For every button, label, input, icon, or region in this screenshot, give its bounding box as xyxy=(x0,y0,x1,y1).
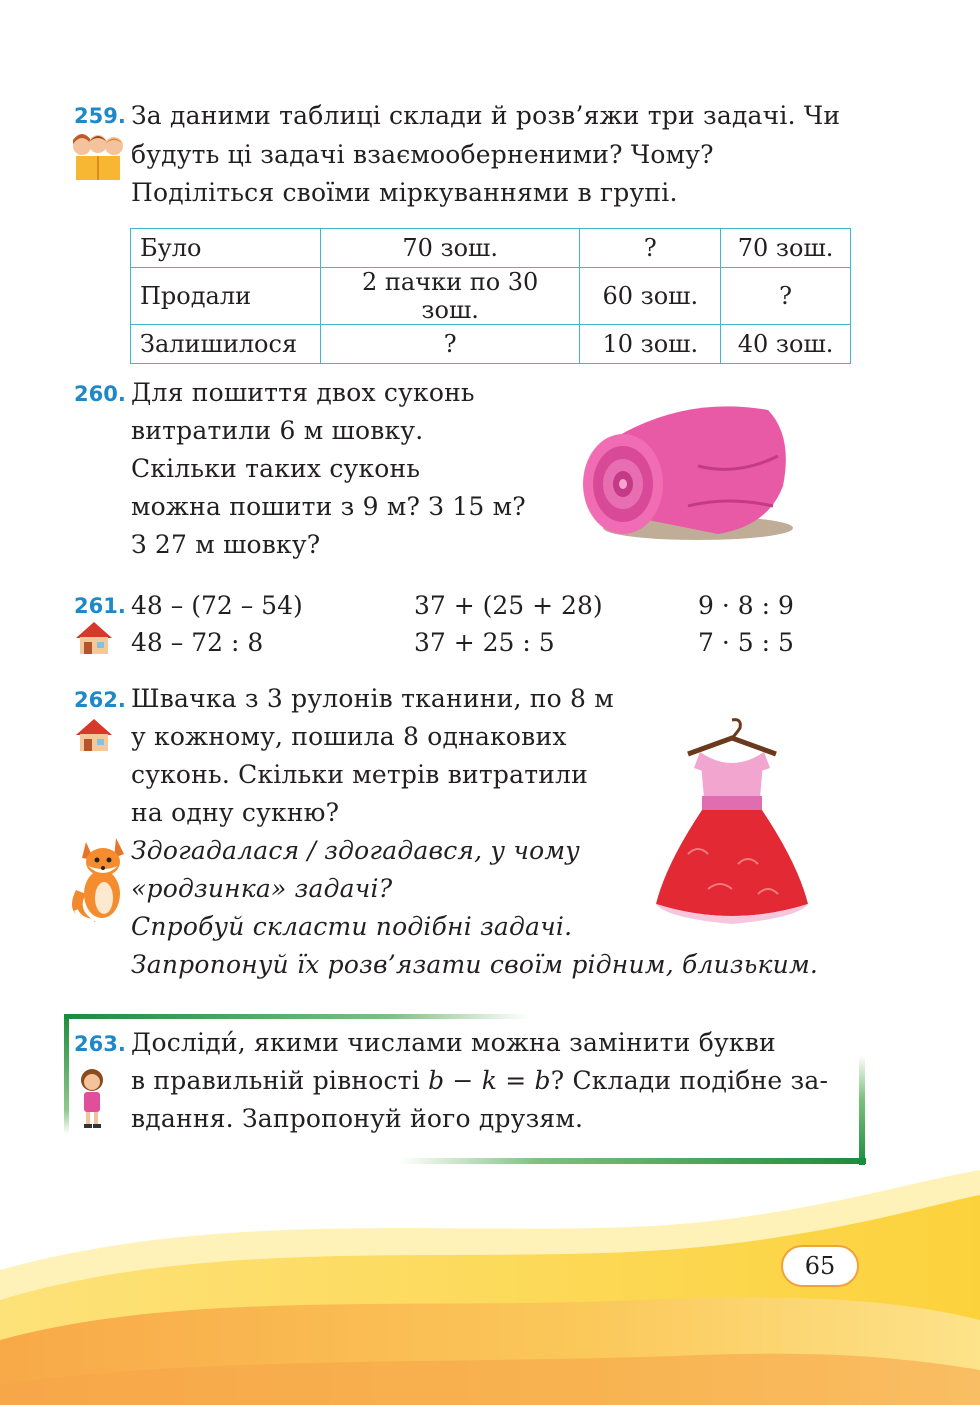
children-reading-icon xyxy=(70,130,126,182)
house-icon xyxy=(74,717,114,753)
problem-number-260: 260. xyxy=(74,382,126,406)
frame-top xyxy=(64,1014,529,1019)
problem-262-line-3: суконь. Скільки метрів витратили xyxy=(131,760,589,789)
red-dress-icon xyxy=(648,714,814,930)
table-cell: ? xyxy=(320,325,579,364)
table-row xyxy=(131,268,851,325)
problem-number-259: 259. xyxy=(74,104,126,128)
expression: 7 · 5 : 5 xyxy=(698,628,794,657)
table-cell: 60 зош. xyxy=(580,268,721,325)
frame-left xyxy=(64,1014,69,1134)
expression: 48 – (72 – 54) xyxy=(131,591,303,620)
equation: b − k = b xyxy=(428,1066,551,1095)
problem-259-line-3: Поділіться своїми міркуваннями в групі. xyxy=(131,178,678,207)
problem-260-line-4: можна пошити з 9 м? З 15 м? xyxy=(131,492,526,521)
table-cell: ? xyxy=(721,268,851,325)
data-table xyxy=(130,228,851,364)
problem-262-line-2: у кожному, пошила 8 однакових xyxy=(131,722,567,751)
expression: 9 · 8 : 9 xyxy=(698,591,794,620)
table-cell: ? xyxy=(580,229,721,268)
problem-263-line-2 xyxy=(131,1066,828,1095)
table-cell: 2 пачки по 30 зош. xyxy=(320,268,579,325)
table-cell: 40 зош. xyxy=(721,325,851,364)
table-row xyxy=(131,229,851,268)
table-cell: 70 зош. xyxy=(721,229,851,268)
house-icon xyxy=(74,620,114,656)
table-cell: 10 зош. xyxy=(580,325,721,364)
fox-icon xyxy=(66,832,128,924)
problem-262-italic-1: Здогадалася / здогадався, у чому xyxy=(131,836,580,865)
problem-260-line-1: Для пошиття двох суконь xyxy=(131,378,475,407)
problem-259-line-2: будуть ці задачі взаємооберненими? Чому? xyxy=(131,140,714,169)
frame-bottom xyxy=(400,1158,866,1164)
problem-259-line-1: За даними таблиці склади й розв’яжи три задачі. Чи xyxy=(131,101,841,130)
problem-260-line-5: З 27 м шовку? xyxy=(131,530,321,559)
fabric-roll-icon xyxy=(578,396,800,546)
problem-263-line-3: вдання. Запропонуй його друзям. xyxy=(131,1104,584,1133)
problem-262-italic-4: Запропонуй їх розв’язати своїм рідним, близьким. xyxy=(131,950,819,979)
expression: 37 + (25 + 28) xyxy=(414,591,603,620)
expression: 37 + 25 : 5 xyxy=(414,628,555,657)
table-cell: Продали xyxy=(131,268,321,325)
problem-260-line-3: Скільки таких суконь xyxy=(131,454,421,483)
problem-number-263: 263. xyxy=(74,1032,126,1056)
girl-icon xyxy=(76,1068,108,1130)
problem-260-line-2: витратили 6 м шовку. xyxy=(131,416,424,445)
problem-number-262: 262. xyxy=(74,688,126,712)
frame-right xyxy=(859,1055,865,1165)
problem-262-line-1: Швачка з 3 рулонів тканини, по 8 м xyxy=(131,684,614,713)
problem-262-line-4: на одну сукню? xyxy=(131,798,340,827)
problem-262-italic-2: «родзинка» задачі? xyxy=(131,874,393,903)
table-row xyxy=(131,325,851,364)
problem-262-italic-3: Спробуй скласти подібні задачі. xyxy=(131,912,573,941)
problem-263-line-1: Досліди́, якими числами можна замінити букви xyxy=(131,1028,776,1057)
table-cell: 70 зош. xyxy=(320,229,579,268)
expression: 48 – 72 : 8 xyxy=(131,628,264,657)
table-cell: Залишилося xyxy=(131,325,321,364)
table-cell: Було xyxy=(131,229,321,268)
problem-263-line-2-start: в правильній рівності xyxy=(131,1066,429,1095)
problem-number-261: 261. xyxy=(74,594,126,618)
page-number: 65 xyxy=(781,1245,859,1287)
problem-263-line-2-end: ? Склади подібне за- xyxy=(550,1066,829,1095)
